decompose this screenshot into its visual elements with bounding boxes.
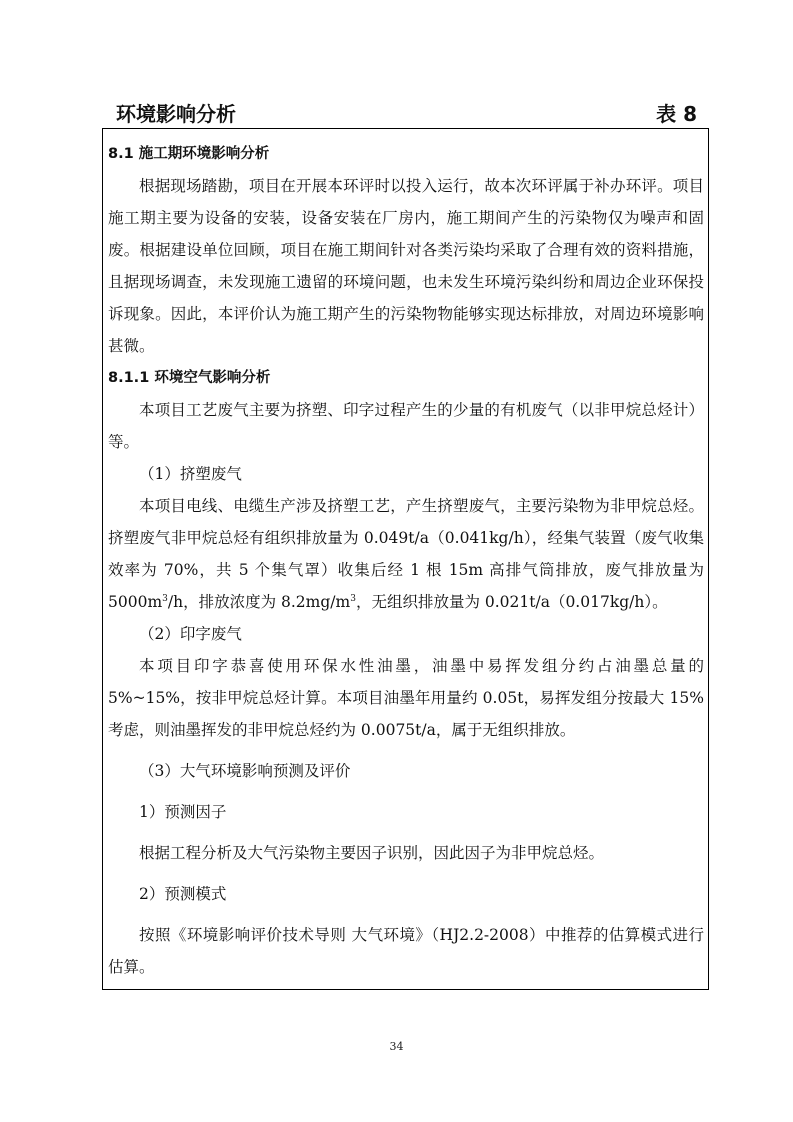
paragraph-model: 按照《环境影响评价技术导则 大气环境》（HJ2.2-2008）中推荐的估算模式进行估算。 bbox=[108, 926, 704, 976]
item-2-title: （2）印字废气 bbox=[139, 625, 242, 643]
page-number: 34 bbox=[389, 1040, 404, 1053]
paragraph-construction: 根据现场踏勘，项目在开展本环评时以投入运行，故本次环评属于补办环评。项目施工期主要为设备的安装，设备安装在厂房内，施工期间产生的污染物仅为噪声和固废。根据建设单位回顾，项目在施工期间针对各类污染均采取了合理有效的资料措施，且据现场调查，未发现施工遗留的环境问题，也未发生环境污染纠纷和周边企业环保投诉现象。因此，本评价认为施工期产生的污染物物能够实现达标排放，对周边环境影响甚微。 bbox=[108, 177, 704, 355]
extrusion-text-b: /h，排放浓度为 8.2mg/m bbox=[167, 593, 351, 611]
heading-8-1: 8.1 施工期环境影响分析 bbox=[108, 146, 270, 162]
document-body bbox=[108, 138, 704, 983]
paragraph-printing: 本项目印字恭喜使用环保水性油墨，油墨中易挥发组分约占油墨总量的 5%~15%，按非甲烷总烃计算。本项目油墨年用量约 0.05t，易挥发组分按最大 15%考虑，则油墨挥发的非甲烷总烃约为 0.0075t/a，属于无组织排放。 bbox=[108, 657, 704, 739]
table-number: 表 8 bbox=[656, 102, 697, 126]
sub-2-title: 2）预测模式 bbox=[139, 885, 227, 903]
item-1-title: （1）挤塑废气 bbox=[139, 465, 242, 483]
paragraph-factor: 根据工程分析及大气污染物主要因子识别，因此因子为非甲烷总烃。 bbox=[139, 844, 605, 862]
extrusion-text-a: 本项目电线、电缆生产涉及挤塑工艺，产生挤塑废气，主要污染物为非甲烷总烃。挤塑废气非甲烷总烃有组织排放量为 0.049t/a（0.041kg/h），经集气装置（废气收集效率为 70%，共 5 个集气罩）收集后经 1 根 15m 高排气筒排放，废气排放量为 5000m bbox=[108, 497, 704, 611]
item-3-title: （3）大气环境影响预测及评价 bbox=[139, 762, 351, 780]
section-title: 环境影响分析 bbox=[116, 102, 236, 126]
page-header bbox=[116, 98, 697, 128]
superscript-a: 3 bbox=[162, 593, 168, 604]
sub-1-title: 1）预测因子 bbox=[139, 803, 227, 821]
paragraph-extrusion bbox=[108, 490, 704, 618]
extrusion-text-c: ，无组织排放量为 0.021t/a（0.017kg/h）。 bbox=[355, 593, 668, 611]
superscript-b: 3 bbox=[350, 593, 356, 604]
paragraph-air-intro: 本项目工艺废气主要为挤塑、印字过程产生的少量的有机废气（以非甲烷总烃计）等。 bbox=[108, 401, 704, 451]
heading-8-1-1: 8.1.1 环境空气影响分析 bbox=[108, 370, 271, 386]
